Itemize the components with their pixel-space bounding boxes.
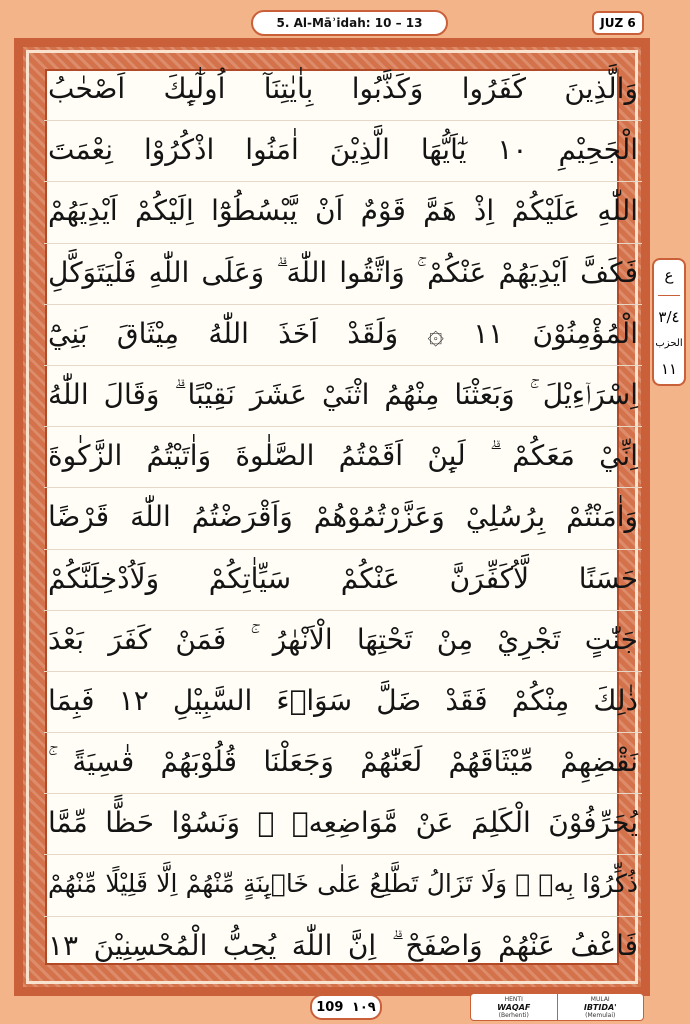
verse-line: الْجَحِيْمِ ١٠ يٰٓاَيُّهَا الَّذِيْنَ اٰمَنُوا اذْكُرُوْا نِعْمَتَ	[44, 121, 642, 182]
juz-badge: JUZ 6	[592, 11, 644, 35]
legend-memulai: (Memulai)	[585, 1012, 616, 1019]
legend-ibtida	[557, 994, 644, 1020]
page-number-arabic: ١٠٩	[351, 999, 376, 1015]
page-number	[310, 994, 382, 1020]
verse-line: فَكَفَّ اَيْدِيَهُمْ عَنْكُمْ ۚ وَاتَّقُوا اللّٰهَ ۗ وَعَلَى اللّٰهِ فَلْيَتَوَكَّلِ	[44, 244, 642, 305]
verse-line: حَسَنًا لَّاُكَفِّرَنَّ عَنْكُمْ سَيِّاٰتِكُمْ وَلَاُدْخِلَنَّكُمْ	[44, 550, 642, 611]
hizb-number: ١١	[660, 360, 678, 379]
legend-mulai: MULAI	[590, 996, 610, 1003]
divider	[658, 295, 680, 296]
verse-line: وَاٰمَنْتُمْ بِرُسُلِيْ وَعَزَّرْتُمُوْهُمْ وَاَقْرَضْتُمُ اللّٰهَ قَرْضًا	[44, 488, 642, 549]
verse-line: ذٰلِكَ مِنْكُمْ فَقَدْ ضَلَّ سَوَاۤءَ السَّبِيْلِ ١٢ فَبِمَا	[44, 672, 642, 733]
verse-line: الْمُؤْمِنُوْنَ ١١ ۞ وَلَقَدْ اَخَذَ اللّٰهُ مِيْثَاقَ بَنِيْٓ	[44, 305, 642, 366]
hizb-fraction: ٣/٤	[658, 307, 680, 326]
legend-waqaf	[471, 994, 557, 1020]
verse-line: اللّٰهِ عَلَيْكُمْ اِذْ هَمَّ قَوْمٌ اَنْ يَّبْسُطُوْٓا اِلَيْكُمْ اَيْدِيَهُمْ	[44, 182, 642, 243]
ruku-symbol: ع	[664, 265, 674, 284]
page-number-latin: 109	[316, 999, 344, 1015]
waqaf-ibtida-legend	[470, 993, 644, 1021]
verse-line: ذُكِّرُوْا بِهٖ ۚ وَلَا تَزَالُ تَطَّلِعُ عَلٰى خَاۤىِٕنَةٍ مِّنْهُمْ اِلَّا قَلِيْلًا مِّنْهُمْ	[44, 855, 642, 916]
verse-line: اِنِّيْ مَعَكُمْ ۗ لَىِٕنْ اَقَمْتُمُ الصَّلٰوةَ وَاٰتَيْتُمُ الزَّكٰوةَ	[44, 427, 642, 488]
legend-berhenti: (Berhenti)	[498, 1012, 529, 1019]
verse-line: اِسْرَاۤءِيْلَ ۚ وَبَعَثْنَا مِنْهُمُ اثْنَيْ عَشَرَ نَقِيْبًا ۗ وَقَالَ اللّٰهُ	[44, 366, 642, 427]
verse-line: يُحَرِّفُوْنَ الْكَلِمَ عَنْ مَّوَاضِعِهٖ ۙ وَنَسُوْا حَظًّا مِّمَّا	[44, 794, 642, 855]
legend-ibtida-label: IBTIDA'	[583, 1003, 617, 1012]
hizb-label: الحزب	[655, 337, 683, 349]
verse-line: جَنّٰتٍ تَجْرِيْ مِنْ تَحْتِهَا الْاَنْهٰرُ ۚ فَمَنْ كَفَرَ بَعْدَ	[44, 611, 642, 672]
verse-line: نَقْضِهِمْ مِّيْثَاقَهُمْ لَعَنّٰهُمْ وَجَعَلْنَا قُلُوْبَهُمْ قٰسِيَةً ۚ	[44, 733, 642, 794]
surah-title: 5. Al-Māʾidah: 10 – 13	[251, 10, 448, 36]
verse-lines	[44, 60, 642, 978]
hizb-marker	[652, 258, 686, 386]
legend-henti: HENTI	[504, 996, 523, 1003]
verse-line: فَاعْفُ عَنْهُمْ وَاصْفَحْ ۗ اِنَّ اللّٰهَ يُحِبُّ الْمُحْسِنِيْنَ ١٣	[48, 928, 638, 962]
legend-waqaf-label: WAQAF	[497, 1003, 531, 1012]
verse-line: وَالَّذِينَ كَفَرُوا وَكَذَّبُوا بِاٰيٰتِنَآ اُولٰٓىِٕكَ اَصْحٰبُ	[44, 60, 642, 121]
